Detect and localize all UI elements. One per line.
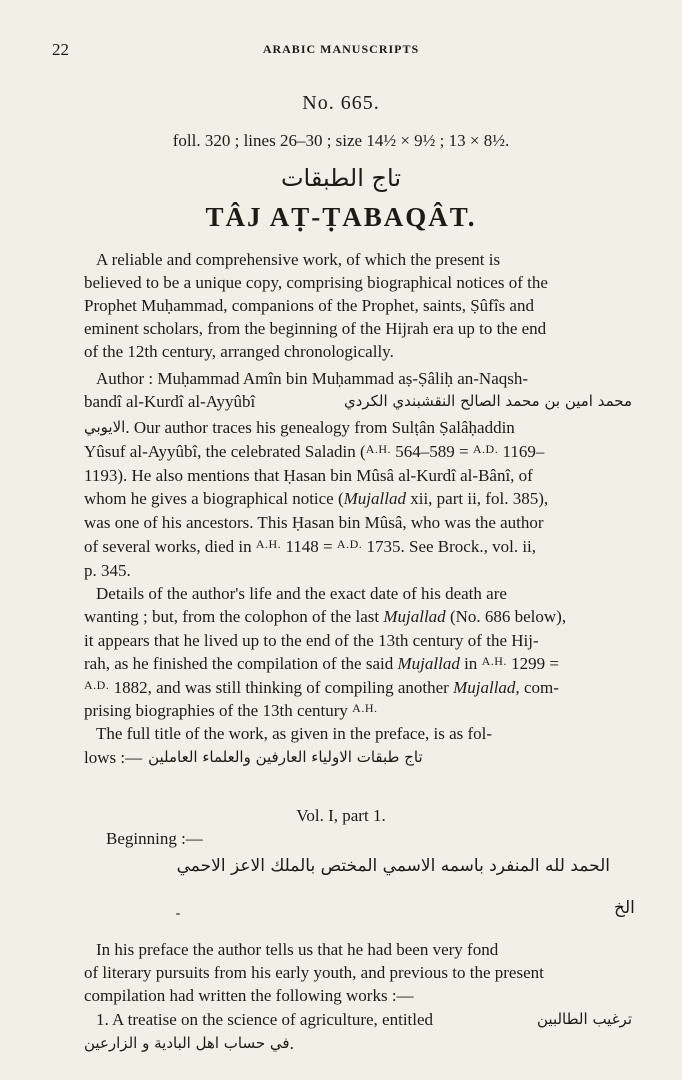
author-arabic-name: محمد امين بن محمد الصالح النقشبندي الكردي (343, 392, 632, 410)
fulltitle-line: lows :— تاج طبقات الاولياء العارفين والعلماء العاملين (84, 748, 423, 767)
running-head: ARABIC MANUSCRIPTS (262, 42, 420, 56)
author-line: p. 345. (84, 561, 131, 580)
works-list-item: 1. A treatise on the science of agriculture, entitled ترغيب الطالبين (96, 1010, 632, 1029)
preface-line: of literary pursuits from his early youth, and previous to the present (84, 963, 544, 982)
details-line: Details of the author's life and the exact date of his death are (96, 584, 507, 603)
author-line: of several works, died in A.H. 1148 = A.D. 1735. See Brock., vol. ii, (84, 537, 537, 556)
author-line: Author : Muḥammad Amîn bin Muḥammad aṣ-Ṣâliḥ an-Naqsh- (96, 369, 529, 388)
beginning-label: Beginning :— (106, 829, 203, 848)
author-line: whom he gives a biographical notice ( Mujallad xii, part ii, fol. 385), (84, 489, 549, 508)
item-arabic-title: ترغيب الطالبين (537, 1010, 632, 1028)
section-heading: Vol. I, part 1. (296, 806, 386, 825)
details-line: prising biographies of the 13th century A.H. (84, 701, 378, 720)
fulltitle-line: The full title of the work, as given in the preface, is as fol- (96, 724, 493, 743)
author-line: was one of his ancestors. This Ḥasan bin Mûsâ, who was the author (84, 513, 544, 532)
details-line: A.D. 1882, and was still thinking of compiling another Mujallad, com- (84, 678, 559, 697)
arabic-incipit: الحمد لله المنفرد باسمه الاسمي المختص بالملك الاعز الاحمي (176, 856, 610, 876)
details-line: wanting ; but, from the colophon of the last Mujallad (No. 686 below), (84, 607, 567, 626)
author-line: Yûsuf al-Ayyûbî, the celebrated Saladin ( A.H. 564–589 = A.D. 1169– (84, 442, 545, 461)
details-line: it appears that he lived up to the end of the 13th century of the Hij- (84, 631, 539, 650)
preface-line: In his preface the author tells us that he had been very fond (96, 940, 499, 959)
author-line: 1193). He also mentions that Ḥasan bin Mûsâ al-Kurdî al-Bânî, of (84, 466, 533, 485)
ink-speck (176, 913, 180, 915)
author-line: bandî al-Kurdî al-Ayyûbî محمد امين بن محمد الصالح النقشبندي الكردي (84, 392, 632, 411)
details-line: rah, as he finished the compilation of the said Mujallad in A.H. 1299 = (84, 654, 559, 673)
works-list-item-cont: في حساب اهل البادية و الزارعين . (84, 1034, 294, 1053)
author-arabic-nisba: الايوبي (84, 418, 126, 436)
para1-line: Prophet Muḥammad, companions of the Prophet, saints, Ṣûfîs and (84, 296, 534, 315)
preface-line: compilation had written the following works :— (84, 986, 414, 1005)
entry-number: No. 665. (302, 92, 380, 114)
collation-line: foll. 320 ; lines 26–30 ; size 14½ × 9½ ; 13 × 8½. (172, 131, 510, 150)
para1-line: of the 12th century, arranged chronologically. (84, 342, 394, 361)
para1-line: eminent scholars, from the beginning of the Hijrah era up to the end (84, 319, 547, 338)
arabic-incipit-end: الخ (614, 898, 635, 918)
arabic-title: تاج الطبقات (280, 164, 402, 192)
page-number: 22 (52, 40, 69, 59)
full-arabic-title: تاج طبقات الاولياء العارفين والعلماء العاملين (148, 748, 423, 766)
entry-title: TÂJ AṬ-ṬABAQÂT. (205, 202, 477, 232)
para1-line: believed to be a unique copy, comprising biographical notices of the (84, 273, 548, 292)
para1-line: A reliable and comprehensive work, of which the present is (96, 250, 501, 269)
author-line: الايوبي . Our author traces his genealogy from Sulṭân Ṣalâḥaddin (84, 418, 515, 437)
